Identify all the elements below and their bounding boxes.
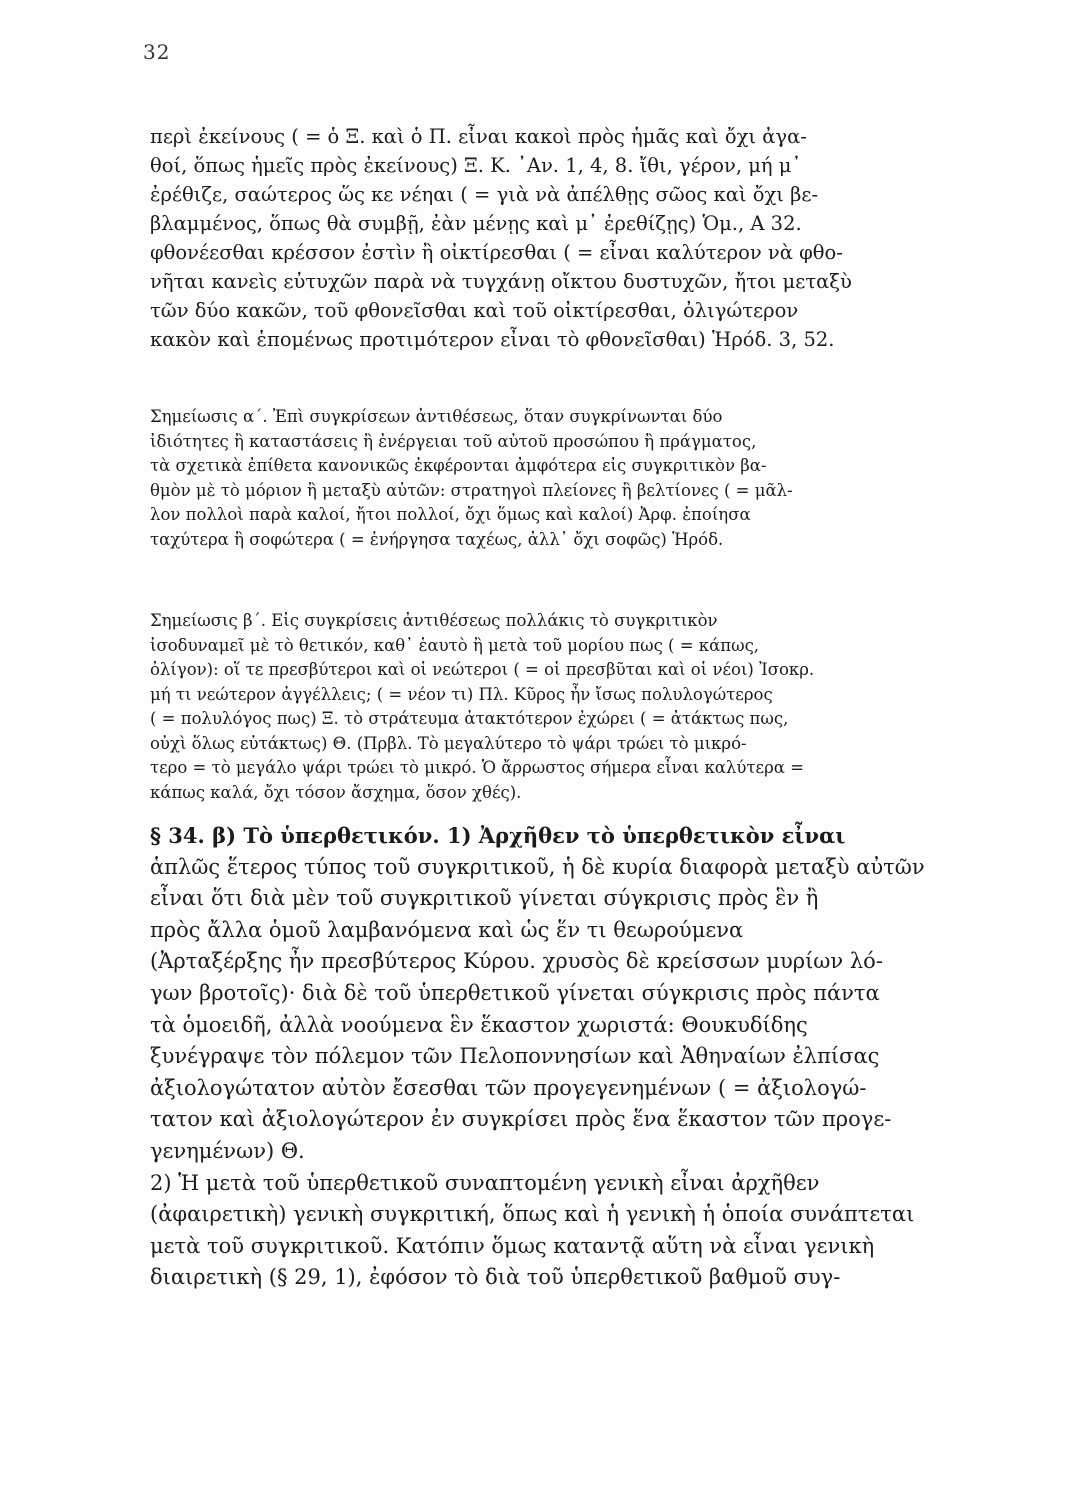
text-line: ἐρέθιζε, σαώτερος ὥς κε νέηαι ( = γιὰ νὰ ἀπέλθῃς σῶος καὶ ὄχι βε- bbox=[150, 183, 819, 206]
note-line: Σημείωσις β΄. Εἰς συγκρίσεις ἀντιθέσεως πολλάκις τὸ συγκριτικὸν bbox=[150, 611, 718, 630]
note-line: ταχύτερα ἢ σοφώτερα ( = ἐνήργησα ταχέως, ἀλλ᾽ ὄχι σοφῶς) Ἡρόδ. bbox=[150, 529, 724, 549]
note-line: λον πολλοὶ παρὰ καλοί, ἤτοι πολλοί, ὄχι ὅμως καὶ καλοί) Ἀρφ. ἐποίησα bbox=[150, 505, 751, 524]
note-line: ἰσοδυναμεῖ μὲ τὸ θετικόν, καθ᾽ ἑαυτὸ ἢ μετὰ τοῦ μορίου πως ( = κάπως, bbox=[150, 635, 760, 655]
text-line: γων βροτοῖς)· διὰ δὲ τοῦ ὑπερθετικοῦ γίνεται σύγκρισις πρὸς πάντα bbox=[150, 980, 880, 1005]
text-line: εἶναι ὅτι διὰ μὲν τοῦ συγκριτικοῦ γίνεται σύγκρισις πρὸς ἓν ἢ bbox=[150, 886, 819, 911]
note-line: θμὸν μὲ τὸ μόριον ἢ μεταξὺ αὐτῶν: στρατηγοὶ πλείονες ἢ βελτίονες ( = μᾶλ- bbox=[150, 480, 793, 500]
note-line: τερο = τὸ μεγάλο ψάρι τρώει τὸ μικρό. Ὁ ἄρρωστος σήμερα εἶναι καλύτερα = bbox=[150, 758, 804, 777]
text-line: ἀξιολογώτατον αὐτὸν ἔσεσθαι τῶν προγεγενημένων ( = ἀξιολογώ- bbox=[150, 1075, 867, 1100]
note-line: Σημείωσις α΄. Ἐπὶ συγκρίσεων ἀντιθέσεως, ὅταν συγκρίνωνται δύο bbox=[150, 407, 723, 426]
text-line: 2) Ἡ μετὰ τοῦ ὑπερθετικοῦ συναπτομένη γενικὴ εἶναι ἀρχῆθεν bbox=[150, 1170, 820, 1195]
text-line: τατον καὶ ἀξιολογώτερον ἐν συγκρίσει πρὸς ἕνα ἕκαστον τῶν προγε- bbox=[150, 1107, 892, 1132]
text-line: τῶν δύο κακῶν, τοῦ φθονεῖσθαι καὶ τοῦ οἰκτίρεσθαι, ὀλιγώτερον bbox=[150, 299, 799, 322]
text-line: πρὸς ἄλλα ὁμοῦ λαμβανόμενα καὶ ὡς ἕν τι θεωρούμενα bbox=[150, 917, 744, 942]
text-line: τὰ ὁμοειδῆ, ἀλλὰ νοούμενα ἓν ἕκαστον χωριστά: Θουκυδίδης bbox=[150, 1012, 808, 1037]
text-line: ξυνέγραψε τὸν πόλεμον τῶν Πελοποννησίων καὶ Ἀθηναίων ἐλπίσας bbox=[150, 1044, 880, 1069]
note-line: ὀλίγον): οἵ τε πρεσβύτεροι καὶ οἱ νεώτεροι ( = οἱ πρεσβῦται καὶ οἱ νέοι) Ἰσοκρ. bbox=[150, 660, 815, 679]
text-line: θοί, ὅπως ἡμεῖς πρὸς ἐκείνους) Ξ. Κ. ᾿Αν. 1, 4, 8. ἴθι, γέρον, μή μ᾽ bbox=[150, 154, 802, 177]
text-line: βλαμμένος, ὅπως θὰ συμβῇ, ἐὰν μένῃς καὶ μ᾽ ἐρεθίζῃς) Ὁμ., Α 32. bbox=[150, 212, 802, 235]
text-line: μετὰ τοῦ συγκριτικοῦ. Κατόπιν ὅμως καταντᾷ αὕτη νὰ εἶναι γενικὴ bbox=[150, 1233, 875, 1258]
text-line: κακὸν καὶ ἑπομένως προτιμότερον εἶναι τὸ φθονεῖσθαι) Ἡρόδ. 3, 52. bbox=[150, 328, 835, 351]
note-line: τὰ σχετικὰ ἐπίθετα κανονικῶς ἐκφέρονται ἀμφότερα εἰς συγκριτικὸν βα- bbox=[150, 456, 767, 475]
text-line: περὶ ἐκείνους ( = ὁ Ξ. καὶ ὁ Π. εἶναι κακοὶ πρὸς ἡμᾶς καὶ ὄχι ἀγα- bbox=[150, 125, 807, 148]
text-line: ἁπλῶς ἕτερος τύπος τοῦ συγκριτικοῦ, ἡ δὲ κυρία διαφορὰ μεταξὺ αὐτῶν bbox=[150, 854, 925, 879]
note-beta bbox=[150, 609, 975, 805]
text-line: διαιρετικὴ (§ 29, 1), ἐφόσον τὸ διὰ τοῦ ὑπερθετικοῦ βαθμοῦ συγ- bbox=[150, 1265, 841, 1290]
paragraph-comparative-examples bbox=[150, 122, 975, 354]
section-34-superlative bbox=[150, 820, 975, 1294]
note-line: μή τι νεώτερον ἀγγέλλεις; ( = νέον τι) Πλ. Κῦρος ἦν ἴσως πολυλογώτερος bbox=[150, 684, 773, 704]
note-alpha bbox=[150, 405, 975, 552]
text-line: (ἀφαιρετικὴ) γενικὴ συγκριτική, ὅπως καὶ ἡ γενικὴ ἡ ὁποία συνάπτεται bbox=[150, 1202, 915, 1227]
page-number: 32 bbox=[143, 40, 171, 64]
text-line: νῆται κανεὶς εὐτυχῶν παρὰ νὰ τυγχάνῃ οἴκτου δυστυχῶν, ἤτοι μεταξὺ bbox=[150, 270, 852, 293]
note-line: οὐχὶ ὅλως εὐτάκτως) Θ. (Πρβλ. Τὸ μεγαλύτερο τὸ ψάρι τρώει τὸ μικρό- bbox=[150, 733, 747, 753]
note-line: ( = πολυλόγος πως) Ξ. τὸ στράτευμα ἀτακτότερον ἐχώρει ( = ἀτάκτως πως, bbox=[150, 709, 789, 728]
text-line: φθονέεσθαι κρέσσον ἐστὶν ἢ οἰκτίρεσθαι ( = εἶναι καλύτερον νὰ φθο- bbox=[150, 241, 843, 264]
note-line: ἰδιότητες ἢ καταστάσεις ἢ ἐνέργειαι τοῦ αὐτοῦ προσώπου ἢ πράγματος, bbox=[150, 431, 757, 451]
section-heading-line: § 34. β) Τὸ ὑπερθετικόν. 1) Ἀρχῆθεν τὸ ὑπερθετικὸν εἶναι bbox=[150, 823, 846, 848]
text-line: γενημένων) Θ. bbox=[150, 1138, 305, 1163]
text-line: (Ἀρταξέρξης ἦν πρεσβύτερος Κύρου. χρυσὸς δὲ κρείσσων μυρίων λό- bbox=[150, 949, 883, 974]
note-line: κάπως καλά, ὄχι τόσον ἄσχημα, ὅσον χθές). bbox=[150, 782, 522, 802]
